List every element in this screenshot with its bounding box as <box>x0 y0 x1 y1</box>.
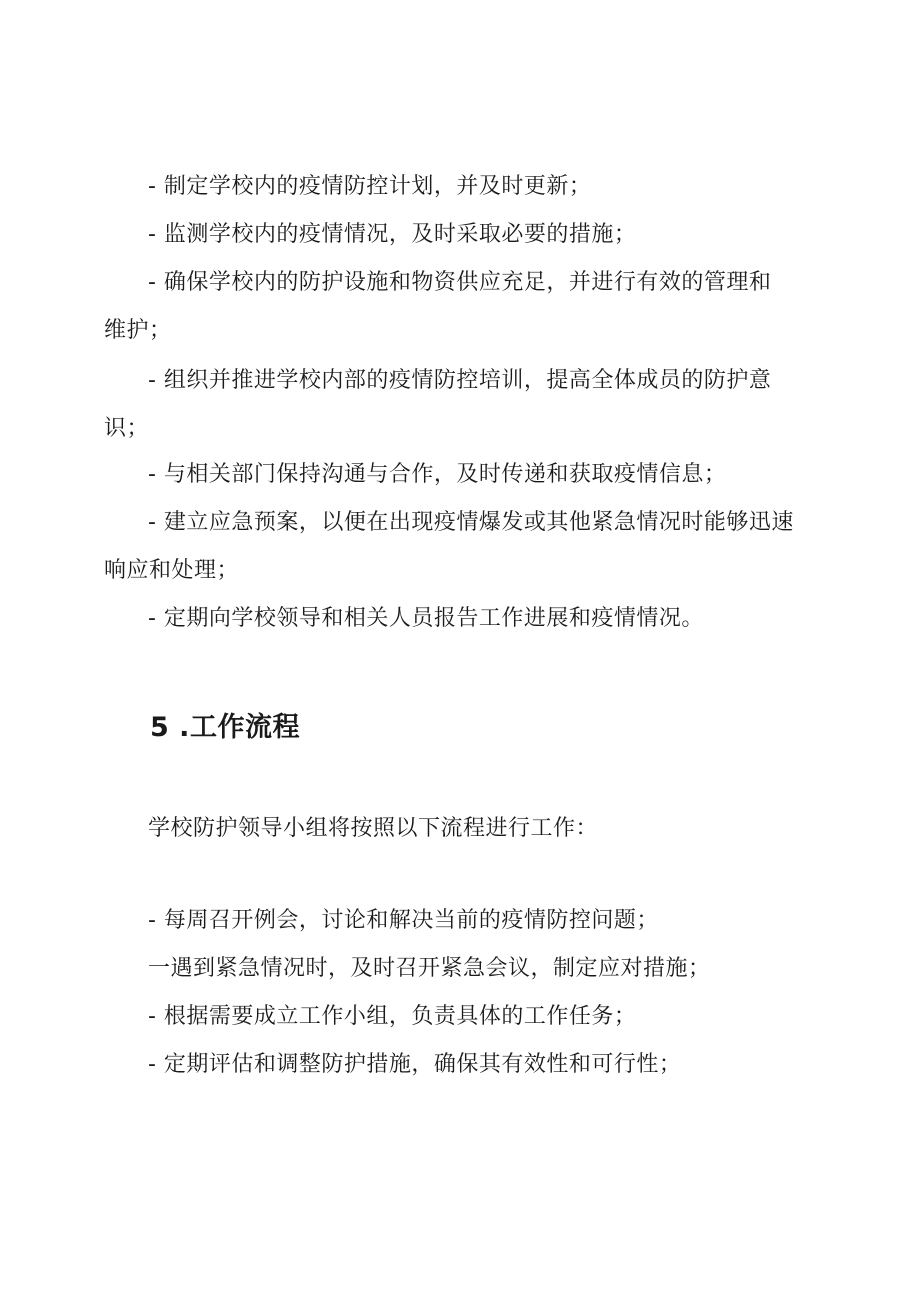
duty-item-6-continued: 响应和处理； <box>104 558 240 583</box>
duty-item-5: - 与相关部门保持沟通与合作，及时传递和获取疫情信息； <box>148 462 727 487</box>
duty-item-6: - 建立应急预案，以便在出现疫情爆发或其他紧急情况时能够迅速 <box>148 510 794 535</box>
process-item-3: - 根据需要成立工作小组，负责具体的工作任务； <box>148 1004 637 1029</box>
duty-item-7: - 定期向学校领导和相关人员报告工作进展和疫情情况。 <box>148 606 704 631</box>
duty-item-2: - 监测学校内的疫情情况，及时采取必要的措施； <box>148 222 637 247</box>
process-item-1: - 每周召开例会，讨论和解决当前的疫情防控问题； <box>148 908 659 933</box>
duty-item-1: - 制定学校内的疫情防控计划，并及时更新； <box>148 174 592 199</box>
section-heading: 5 .工作流程 <box>150 712 300 743</box>
duty-item-3-continued: 维护； <box>104 318 172 343</box>
duty-item-3: - 确保学校内的防护设施和物资供应充足，并进行有效的管理和 <box>148 270 772 295</box>
process-item-2: 一遇到紧急情况时，及时召开紧急会议，制定应对措施； <box>148 956 711 981</box>
duty-item-4: - 组织并推进学校内部的疫情防控培训，提高全体成员的防护意 <box>148 368 772 393</box>
section-intro: 学校防护领导小组将按照以下流程进行工作： <box>148 816 599 841</box>
duty-item-4-continued: 识； <box>104 416 150 441</box>
process-item-4: - 定期评估和调整防护措施，确保其有效性和可行性； <box>148 1052 682 1077</box>
